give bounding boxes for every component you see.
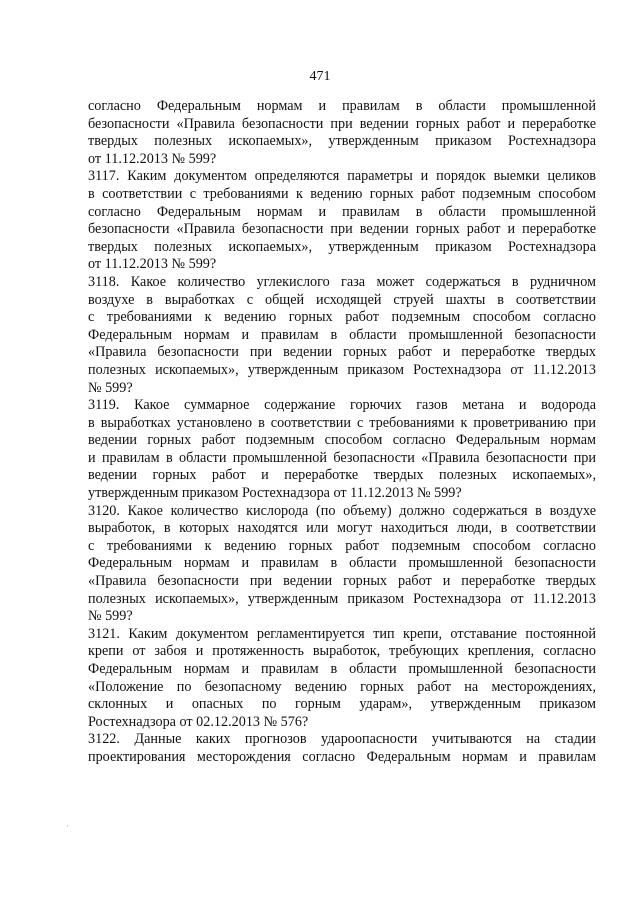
text-line: проектирования месторождения согласно Федеральным нормам и правилам xyxy=(88,748,596,765)
text-line: Федеральным нормам и правилам в области промышленной безопасности xyxy=(88,555,596,572)
paragraph xyxy=(88,98,596,168)
paragraph xyxy=(88,397,596,503)
text-line: согласно Федеральным нормам и правилам в области промышленной xyxy=(88,203,596,220)
text-line: Федеральным нормам и правилам в области промышленной безопасности xyxy=(88,326,596,343)
paragraph xyxy=(88,503,596,626)
text-line: ведении горных работ подземным способом согласно Федеральным нормам xyxy=(88,432,596,449)
text-line: Федеральным нормам и правилам в области промышленной безопасности xyxy=(88,661,596,677)
text-line: выработок, в которых находятся или могут находиться люди, в соответствии xyxy=(88,520,596,537)
text-line: склонных и опасных по горным ударам», утвержденным приказом xyxy=(88,696,596,713)
paragraph xyxy=(88,168,596,274)
document-body xyxy=(88,98,596,767)
text-line: «Положение по безопасному ведению горных работ на месторождениях, xyxy=(88,678,596,695)
text-line: «Правила безопасности при ведении горных работ и переработке твердых xyxy=(88,344,596,361)
text-line: безопасности «Правила безопасности при ведении горных работ и переработке xyxy=(88,115,596,132)
text-line: с требованиями к ведению горных работ подземным способом согласно xyxy=(88,309,596,326)
text-line: в выработках установлено в соответствии с требованиями к проветриванию при xyxy=(88,414,596,431)
text-line: от 11.12.2013 № 599? xyxy=(88,150,217,167)
paragraph xyxy=(88,274,596,397)
text-line: Ростехнадзора от 02.12.2013 № 576? xyxy=(88,713,309,730)
paragraph xyxy=(88,731,596,766)
text-line: № 599? xyxy=(88,608,133,625)
paragraph xyxy=(88,626,596,732)
text-line: полезных ископаемых», утвержденным приказом Ростехнадзора от 11.12.2013 xyxy=(88,361,596,378)
text-line: и правилам в области промышленной безопасности «Правила безопасности при xyxy=(88,449,596,466)
text-line: 3121. Каким документом регламентируется тип крепи, отставание постоянной xyxy=(88,625,596,642)
page-number: 471 xyxy=(309,69,331,84)
text-line: в соответствии с требованиями к ведению горных работ подземным способом xyxy=(88,185,596,202)
text-line: от 11.12.2013 № 599? xyxy=(88,256,217,273)
text-line: полезных ископаемых», утвержденным приказом Ростехнадзора от 11.12.2013 xyxy=(88,590,596,607)
text-line: «Правила безопасности при ведении горных работ и переработке твердых xyxy=(88,573,596,590)
text-line: 3118. Какое количество углекислого газа может содержаться в рудничном xyxy=(88,273,596,290)
text-line: 3117. Каким документом определяются параметры и порядок выемки целиков xyxy=(88,168,596,185)
text-line: 3122. Данные каких прогнозов удароопасности учитываются на стадии xyxy=(88,731,596,748)
scan-speck: · xyxy=(66,822,69,831)
text-line: с требованиями к ведению горных работ подземным способом согласно xyxy=(88,537,596,554)
text-line: 3120. Какое количество кислорода (по объему) должно содержаться в воздухе xyxy=(88,502,596,519)
text-line: № 599? xyxy=(88,379,133,396)
text-line: воздухе в выработках с общей исходящей струей шахты в соответствии xyxy=(88,291,596,308)
text-line: согласно Федеральным нормам и правилам в области промышленной xyxy=(88,98,596,114)
text-line: твердых полезных ископаемых», утвержденным приказом Ростехнадзора xyxy=(88,238,596,255)
text-line: ведении горных работ и переработке твердых полезных ископаемых», xyxy=(88,467,596,484)
text-line: твердых полезных ископаемых», утвержденным приказом Ростехнадзора xyxy=(88,133,596,150)
text-line: утвержденным приказом Ростехнадзора от 11.12.2013 № 599? xyxy=(88,485,462,502)
text-line: крепи от забоя и протяженность выработок, требующих крепления, согласно xyxy=(88,643,596,660)
text-line: безопасности «Правила безопасности при ведении горных работ и переработке xyxy=(88,221,596,238)
text-line: 3119. Какое суммарное содержание горючих газов метана и водорода xyxy=(88,397,596,414)
